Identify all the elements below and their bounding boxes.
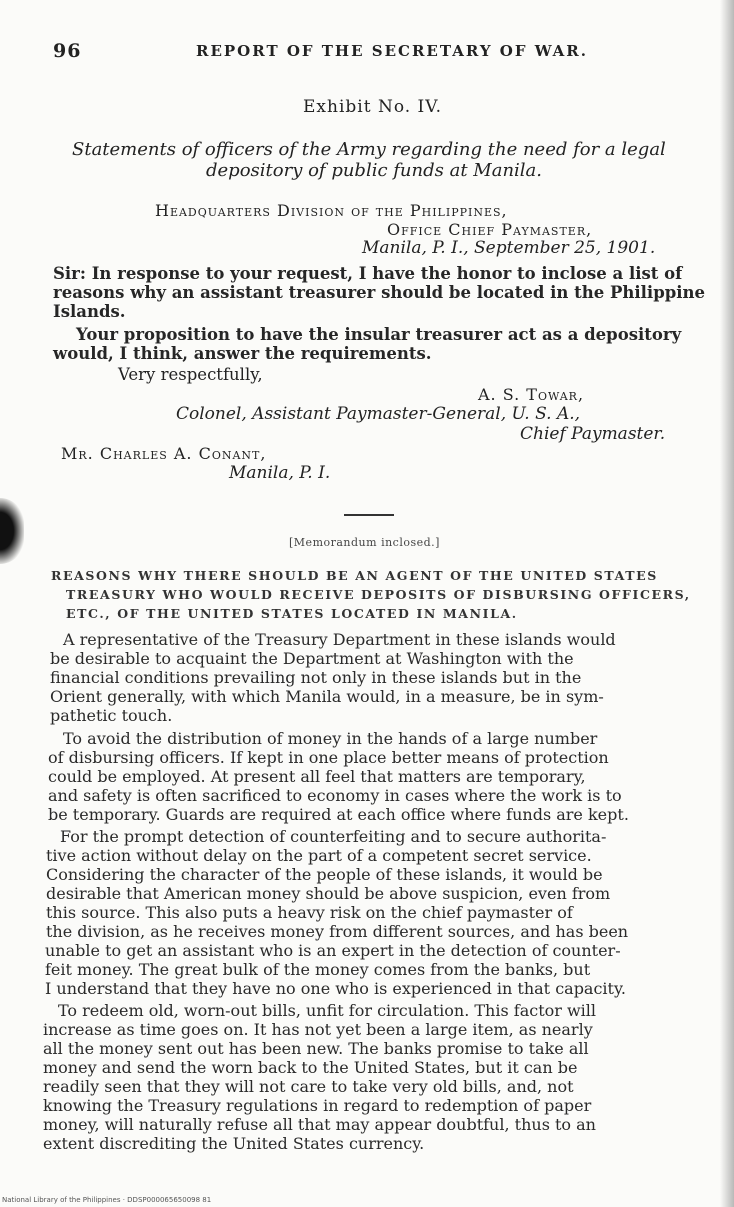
running-head: REPORT OF THE SECRETARY OF WAR. [196,42,588,60]
letter-body-line: Sir: In response to your request, I have the honor to inclose a list of [53,264,683,283]
memorandum-heading-line: ETC., OF THE UNITED STATES LOCATED IN MANILA. [66,606,518,621]
memorandum-line: all the money sent out has been new. The banks promise to take all [43,1039,589,1058]
section-divider [344,514,394,516]
memorandum-line: Considering the character of the people of these islands, it would be [46,865,603,884]
letter-address-line-2: Office Chief Paymaster, [387,220,593,239]
memorandum-line: the division, as he receives money from different sources, and has been [46,922,629,941]
memorandum-line: A representative of the Treasury Department in these islands would [63,630,616,649]
signature-name: A. S. Towar, [478,385,585,404]
memorandum-line: desirable that American money should be above suspicion, even from [46,884,611,903]
memorandum-line: be desirable to acquaint the Department at Washington with the [50,649,574,668]
memorandum-line: Orient generally, with which Manila would, in a measure, be in sym- [50,687,604,706]
exhibit-subtitle-line-2: depository of public funds at Manila. [206,160,543,181]
memorandum-line: this source. This also puts a heavy risk on the chief paymaster of [46,903,573,922]
memorandum-line: feit money. The great bulk of the money comes from the banks, but [45,960,591,979]
memorandum-note: [Memorandum inclosed.] [289,536,440,549]
memorandum-line: could be employed. At present all feel that matters are temporary, [48,767,586,786]
signature-title: Colonel, Assistant Paymaster-General, U. S. A., [176,404,581,424]
memorandum-line: I understand that they have no one who is experienced in that capacity. [45,979,626,998]
memorandum-line: extent discrediting the United States currency. [43,1134,425,1153]
memorandum-line: readily seen that they will not care to take very old bills, and, not [43,1077,574,1096]
memorandum-line: increase as time goes on. It has not yet been a large item, as nearly [43,1020,593,1039]
letter-body-line: Islands. [53,302,126,321]
exhibit-title: Exhibit No. IV. [303,97,442,117]
letter-body-line: reasons why an assistant treasurer should be located in the Philippine [53,283,706,302]
memorandum-line: pathetic touch. [50,706,173,725]
letter-closing: Very respectfully, [118,365,263,384]
page-edge-shadow [720,0,734,1207]
memorandum-line: of disbursing officers. If kept in one place better means of protection [48,748,609,767]
memorandum-line: be temporary. Guards are required at each office where funds are kept. [48,805,629,824]
memorandum-line: financial conditions prevailing not only in these islands but in the [50,668,582,687]
memorandum-line: To avoid the distribution of money in the hands of a large number [63,729,598,748]
letter-body-line: would, I think, answer the requirements. [53,344,432,363]
letter-body-line: Your proposition to have the insular treasurer act as a depository [76,325,682,344]
memorandum-line: unable to get an assistant who is an expert in the detection of counter- [45,941,621,960]
binding-mark [0,498,24,564]
letter-place-date: Manila, P. I., September 25, 1901. [362,238,656,258]
memorandum-line: For the prompt detection of counterfeiting and to secure authorita- [60,827,607,846]
memorandum-line: tive action without delay on the part of a competent secret service. [46,846,592,865]
signature-role: Chief Paymaster. [520,424,666,444]
memorandum-line: To redeem old, worn-out bills, unfit for circulation. This factor will [58,1001,597,1020]
memorandum-heading-line: REASONS WHY THERE SHOULD BE AN AGENT OF THE UNITED STATES [51,568,658,583]
memorandum-heading-line: TREASURY WHO WOULD RECEIVE DEPOSITS OF DISBURSING OFFICERS, [66,587,691,602]
addressee-place: Manila, P. I. [229,463,331,483]
library-stamp: National Library of the Philippines · DDSP000065650098 81 [2,1196,212,1204]
memorandum-line: knowing the Treasury regulations in regard to redemption of paper [43,1096,592,1115]
letter-address-line-1: Headquarters Division of the Philippines, [155,201,508,220]
page-number: 96 [53,40,82,62]
addressee-name: Mr. Charles A. Conant, [61,444,267,463]
memorandum-line: money and send the worn back to the United States, but it can be [43,1058,578,1077]
exhibit-subtitle-line-1: Statements of officers of the Army regarding the need for a legal [72,139,666,160]
memorandum-line: and safety is often sacrificed to economy in cases where the work is to [48,786,622,805]
memorandum-line: money, will naturally refuse all that may appear doubtful, thus to an [43,1115,596,1134]
